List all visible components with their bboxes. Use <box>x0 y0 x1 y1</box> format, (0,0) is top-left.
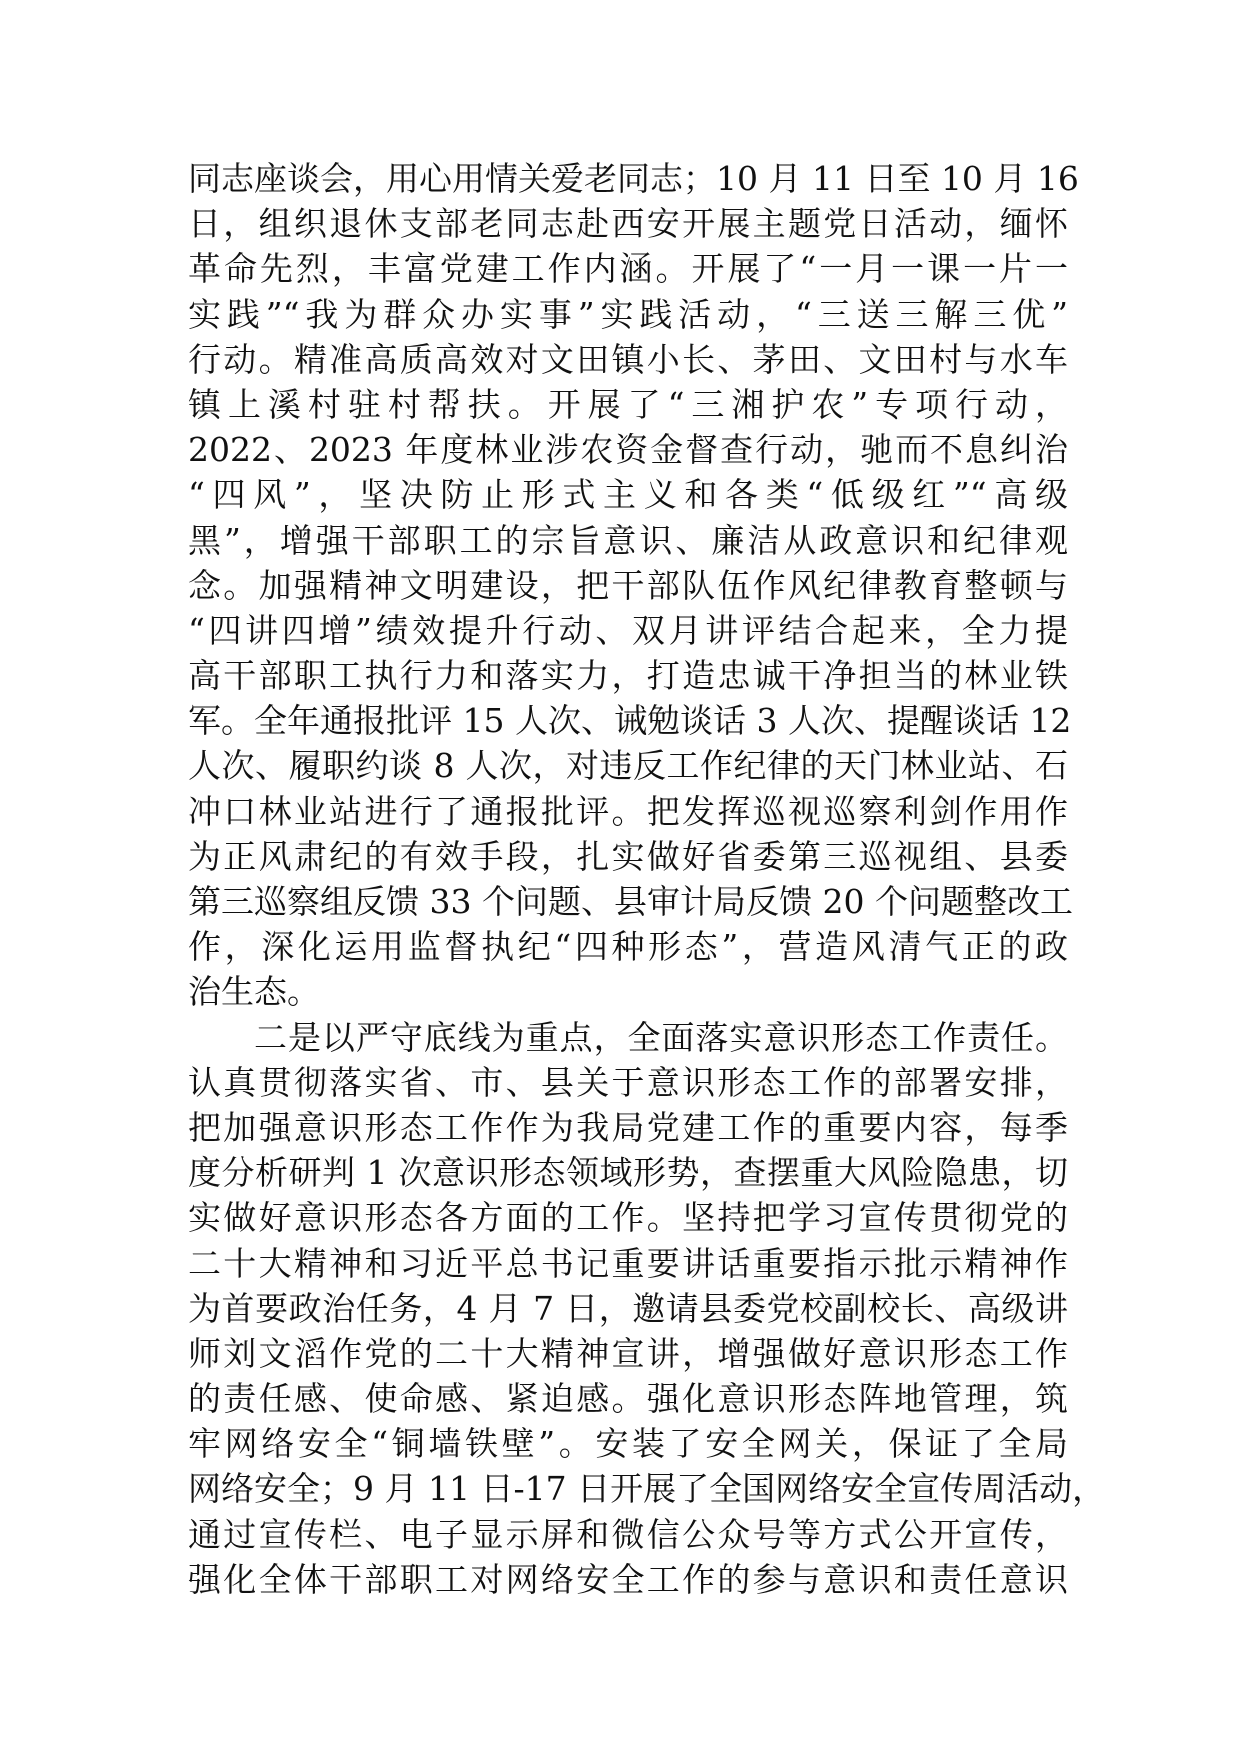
text-line: 军。全年通报批评 15 人次、诫勉谈话 3 人次、提醒谈话 12 <box>188 701 1072 741</box>
text-line: 实做好意识形态各方面的工作。坚持把学习宣传贯彻党的 <box>188 1198 1068 1238</box>
text-line: 行动。精准高质高效对文田镇小长、茅田、文田村与水车 <box>188 339 1068 379</box>
text-line: 师刘文滔作党的二十大精神宣讲，增强做好意识形态工作 <box>188 1333 1068 1373</box>
text-line: 2022、2023 年度林业涉农资金督查行动，驰而不息纠治 <box>188 430 1068 470</box>
paragraph-start-line: 二是以严守底线为重点，全面落实意识形态工作责任。 <box>254 1017 1068 1057</box>
text-line: 牢网络安全“铜墙铁壁”。安装了安全网关，保证了全局 <box>188 1424 1068 1464</box>
text-line: 强化全体干部职工对网络安全工作的参与意识和责任意识 <box>188 1559 1068 1599</box>
text-line: 实践”“我为群众办实事”实践活动，“三送三解三优” <box>188 294 1068 334</box>
text-line: 革命先烈，丰富党建工作内涵。开展了“一月一课一片一 <box>188 249 1068 289</box>
text-line: 念。加强精神文明建设，把干部队伍作风纪律教育整顿与 <box>188 565 1068 605</box>
text-line: “四讲四增”绩效提升行动、双月讲评结合起来，全力提 <box>188 610 1068 650</box>
text-line: 人次、履职约谈 8 人次，对违反工作纪律的天门林业站、石 <box>188 746 1068 786</box>
text-line: 为正风肃纪的有效手段，扎实做好省委第三巡视组、县委 <box>188 836 1068 876</box>
text-line: 高干部职工执行力和落实力，打造忠诚干净担当的林业铁 <box>188 656 1068 696</box>
text-line: 的责任感、使命感、紧迫感。强化意识形态阵地管理，筑 <box>188 1379 1068 1419</box>
text-line: 为首要政治任务，4 月 7 日，邀请县委党校副校长、高级讲 <box>188 1288 1068 1328</box>
text-line: 冲口林业站进行了通报批评。把发挥巡视巡察利剑作用作 <box>188 791 1068 831</box>
paragraph-end-line: 治生态。 <box>188 972 320 1012</box>
text-line: 把加强意识形态工作作为我局党建工作的重要内容，每季 <box>188 1107 1068 1147</box>
text-line: 镇上溪村驻村帮扶。开展了“三湘护农”专项行动， <box>188 384 1068 424</box>
text-line: 同志座谈会，用心用情关爱老同志；10 月 11 日至 10 月 16 <box>188 159 1079 198</box>
text-line: “四风”，坚决防止形式主义和各类“低级红”“高级 <box>188 475 1068 515</box>
text-line: 作，深化运用监督执纪“四种形态”，营造风清气正的政 <box>188 927 1068 967</box>
text-line: 网络安全；9 月 11 日-17 日开展了全国网络安全宣传周活动， <box>188 1469 1106 1509</box>
text-line: 通过宣传栏、电子显示屏和微信公众号等方式公开宣传， <box>188 1514 1068 1554</box>
body-text <box>188 156 1106 1602</box>
text-line: 认真贯彻落实省、市、县关于意识形态工作的部署安排， <box>188 1062 1068 1102</box>
text-line: 黑”，增强干部职工的宗旨意识、廉洁从政意识和纪律观 <box>188 520 1068 560</box>
text-line: 二十大精神和习近平总书记重要讲话重要指示批示精神作 <box>188 1243 1068 1283</box>
text-line: 第三巡察组反馈 33 个问题、县审计局反馈 20 个问题整改工 <box>188 882 1073 921</box>
text-line: 度分析研判 1 次意识形态领域形势，查摆重大风险隐患，切 <box>188 1153 1068 1193</box>
text-line: 日，组织退休支部老同志赴西安开展主题党日活动，缅怀 <box>188 204 1068 244</box>
